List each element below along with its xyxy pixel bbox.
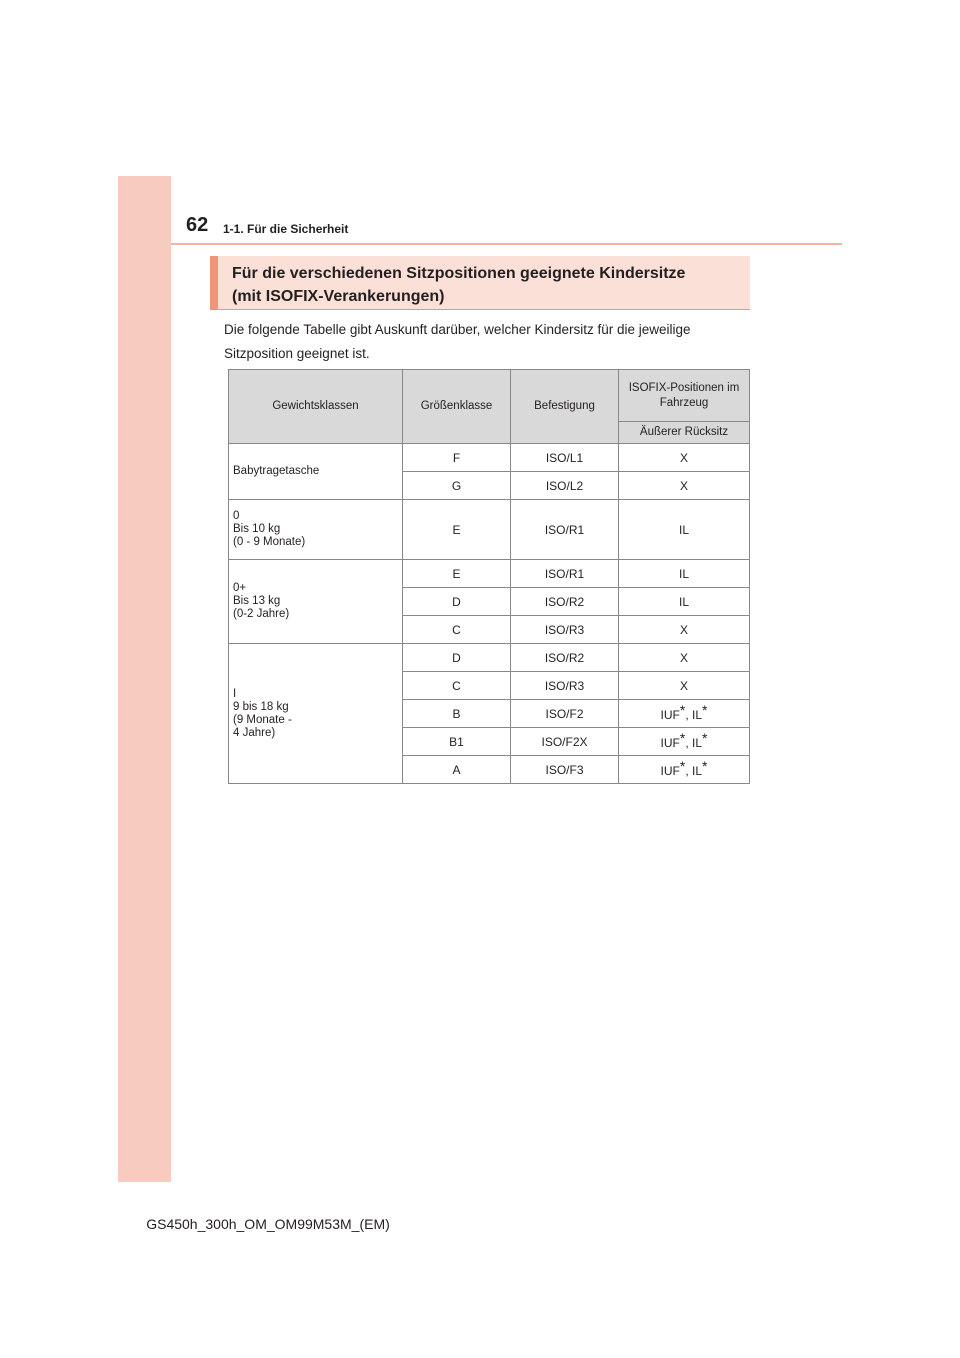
isofix-position-cell: IL — [619, 588, 750, 616]
weight-class-line: 4 Jahre) — [233, 726, 276, 739]
isofix-position-cell: IL — [619, 500, 750, 560]
isofix-position-cell: IL — [619, 560, 750, 588]
size-class-cell: A — [403, 756, 511, 784]
table-row — [229, 560, 750, 588]
table-row — [229, 500, 750, 560]
size-class-cell: E — [403, 560, 511, 588]
size-class-cell: G — [403, 472, 511, 500]
isofix-position-cell: X — [619, 644, 750, 672]
heading-line-1: Für die verschiedenen Sitzpositionen geeignete Kindersitze — [232, 265, 686, 282]
col-header-weight: Gewichtsklassen — [229, 370, 403, 444]
col-header-isofix: ISOFIX-Positionen im Fahrzeug — [619, 370, 750, 422]
isofix-position-cell: X — [619, 444, 750, 472]
size-class-cell: B — [403, 700, 511, 728]
weight-class-cell — [229, 500, 403, 560]
isofix-position-cell: X — [619, 616, 750, 644]
table-row — [229, 644, 750, 672]
weight-class-cell — [229, 444, 403, 500]
fixture-cell: ISO/R2 — [511, 644, 619, 672]
weight-class-line: Bis 13 kg — [233, 595, 281, 607]
fixture-cell: ISO/R1 — [511, 560, 619, 588]
isofix-position-cell: IUF*, IL* — [619, 700, 750, 728]
fixture-cell: ISO/R2 — [511, 588, 619, 616]
document-footer — [0, 1216, 960, 1232]
weight-class-line: 0+ — [233, 582, 247, 594]
section-title: 1-1. Für die Sicherheit — [223, 222, 349, 236]
weight-class-line: 0 — [233, 510, 240, 522]
weight-class-line: (0-2 Jahre) — [233, 608, 290, 620]
header-divider — [171, 243, 842, 245]
isofix-position-cell: IUF*, IL* — [619, 728, 750, 756]
weight-class-cell — [229, 560, 403, 644]
intro-paragraph: Die folgende Tabelle gibt Auskunft darüber, welcher Kindersitz für die jeweilige Sitzposition geeignet ist. — [224, 322, 691, 361]
fixture-cell: ISO/R3 — [511, 672, 619, 700]
weight-class-cell — [229, 644, 403, 784]
weight-class-line: Bis 10 kg — [233, 523, 281, 535]
size-class-cell: C — [403, 672, 511, 700]
weight-class-line: (0 - 9 Monate) — [233, 536, 306, 548]
col-header-size: Größenklasse — [403, 370, 511, 444]
fixture-cell: ISO/L1 — [511, 444, 619, 472]
weight-class-line: Babytragetasche — [233, 465, 320, 477]
fixture-cell: ISO/L2 — [511, 472, 619, 500]
weight-class-line: 9 bis 18 kg — [233, 700, 289, 713]
heading-line-2: (mit ISOFIX-Verankerungen) — [232, 288, 445, 305]
size-class-cell: D — [403, 588, 511, 616]
weight-class-line: (9 Monate - — [233, 713, 292, 726]
section-heading — [210, 256, 750, 310]
isofix-position-cell: X — [619, 472, 750, 500]
isofix-table — [228, 369, 750, 784]
fixture-cell: ISO/R3 — [511, 616, 619, 644]
fixture-cell: ISO/F2X — [511, 728, 619, 756]
col-header-position: Äußerer Rücksitz — [619, 422, 750, 444]
size-class-cell: E — [403, 500, 511, 560]
weight-class-line: I — [233, 687, 237, 700]
chapter-sidebar — [118, 176, 171, 1182]
fixture-cell: ISO/R1 — [511, 500, 619, 560]
col-header-fixture: Befestigung — [511, 370, 619, 444]
page-number: 62 — [186, 214, 209, 236]
size-class-cell: F — [403, 444, 511, 472]
size-class-cell: D — [403, 644, 511, 672]
fixture-cell: ISO/F3 — [511, 756, 619, 784]
fixture-cell: ISO/F2 — [511, 700, 619, 728]
size-class-cell: C — [403, 616, 511, 644]
table-row — [229, 444, 750, 472]
size-class-cell: B1 — [403, 728, 511, 756]
isofix-position-cell: X — [619, 672, 750, 700]
isofix-position-cell: IUF*, IL* — [619, 756, 750, 784]
table-body — [229, 444, 750, 784]
document-code: GS450h_300h_OM_OM99M53M_(EM) — [146, 1216, 390, 1232]
